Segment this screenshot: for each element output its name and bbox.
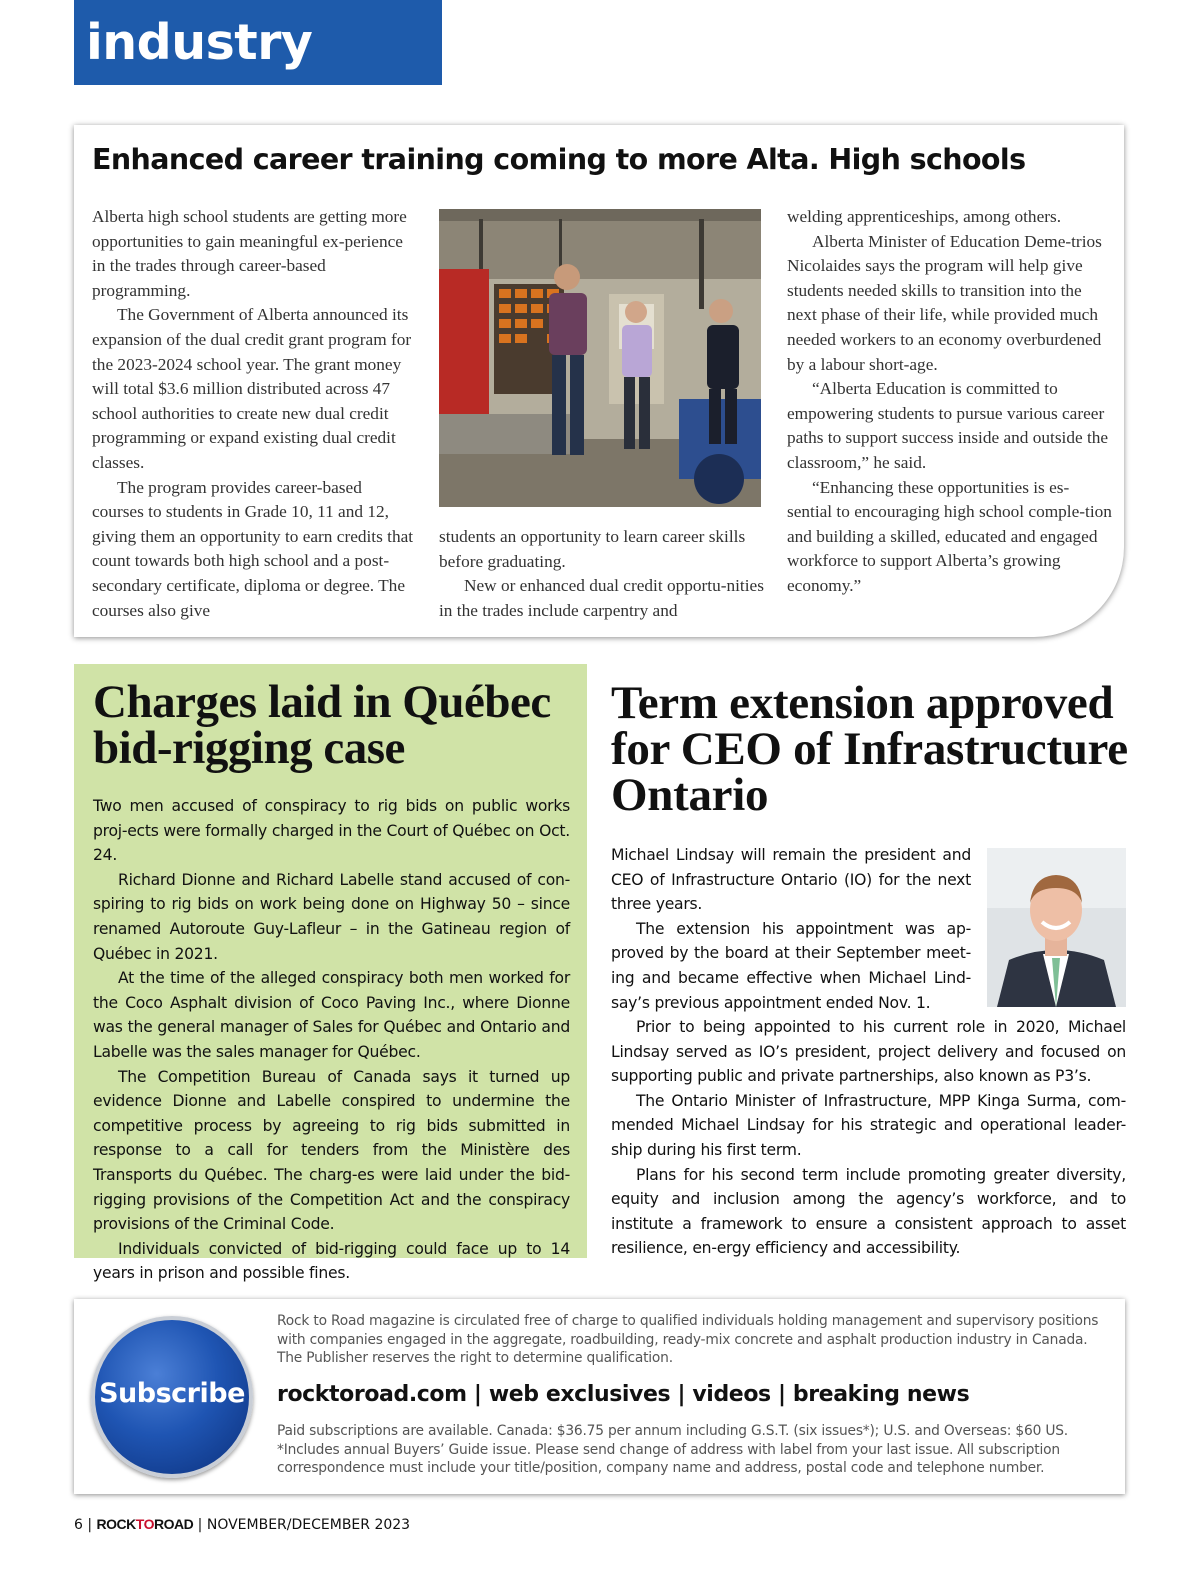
article-box-bid-rigging [74,664,587,1283]
paragraph: “Enhancing these opportunities is es-sential to encouraging high school comple-tion and building a skilled, educated and engaged workforce to support Alberta’s growing economy.” [787,477,1112,595]
article-body-bottom [611,1015,1126,1261]
magazine-logo [97,1516,194,1532]
paragraph: The Ontario Minister of Infrastructure, MPP Kinga Surma, com-mended Michael Lindsay for his strategic and operational leader-ship during his first term. [611,1091,1126,1159]
paragraph: students an opportunity to learn career skills before graduating. [439,527,746,571]
workshop-photo [439,209,761,507]
subscribe-box [74,1299,1125,1494]
paragraph: Michael Lindsay will remain the president and CEO of Infrastructure Ontario (IO) for the next three years. [611,846,971,914]
logo-to: TO [135,1516,154,1532]
portrait-photo [987,848,1126,1007]
article-column-1 [92,205,417,623]
section-tag: industry [74,0,442,85]
paragraph: Prior to being appointed to his current role in 2020, Michael Lindsay served as IO’s president, project delivery and focused on supporting public and private partnerships, also known as P3’s. [611,1018,1126,1086]
paragraph: Plans for his second term include promoting greater diversity, equity and inclusion among the agency’s workforce, and to institute a framework to ensure a consistent approach to asset resilience, en-ergy efficiency and accessibility. [611,1165,1126,1258]
paragraph: The program provides career-based courses to students in Grade 10, 11 and 12, giving them an opportunity to earn credits that count towards both high school and a post-secondary certificate, diploma or degree. The courses also give [92,477,414,620]
paragraph: welding apprenticeships, among others. [787,207,1062,226]
paragraph: The extension his appointment was ap-proved by the board at their September meet-ing and became effective when Michael Lind-say’s previous appointment ended Nov. 1. [611,919,971,1012]
article-title: Charges laid in Québec bid-rigging case [93,676,551,774]
paragraph: “Alberta Education is committed to empowering students to pursue various career paths to support success inside and outside the classroom,” he said. [787,379,1109,472]
article-body [93,794,570,1286]
subscribe-button-label: Subscribe [99,1378,245,1409]
paragraph: Individuals convicted of bid-rigging could face up to 14 years in prison and possible fines. [93,1239,570,1283]
paragraph: The Competition Bureau of Canada says it turned up evidence Dionne and Labelle conspired to undermine the competitive process by agreeing to rig bids submitted in response to a call for tenders from the Ministère des Transports du Québec. The charg-es were laid under the bid-rigging provisions of the Competition Act and the conspiracy provisions of the Criminal Code. [93,1067,570,1234]
footer-divider: | [87,1517,97,1533]
subscribe-button[interactable] [91,1316,253,1478]
paid-subscription-info: Paid subscriptions are available. Canada: $36.75 per annum including G.S.T. (six issues*); U.S. and Overseas: $60 US. *Includes annual Buyers’ Guide issue. Please send change of address with label from your last issue. All subscription correspondence must include your title/position, company name and address, postal code and telephone number. [277,1423,1068,1477]
article-title-term-extension: Term extension approved for CEO of Infrastructure Ontario [611,677,1128,821]
logo-rock: ROCK [96,1516,136,1532]
issue-date: NOVEMBER/DECEMBER 2023 [206,1517,411,1533]
article-card-career-training [74,125,1124,637]
paragraph: Alberta high school students are getting more opportunities to gain meaningful ex-perience in the trades through career-based programming. [92,207,407,300]
article-column-2 [439,525,764,623]
workshop-photo-illustration [439,209,761,507]
article-title: Enhanced career training coming to more Alta. High schools [92,143,1026,176]
circulation-notice: Rock to Road magazine is circulated free of charge to qualified individuals holding management and supervisory positions with companies engaged in the aggregate, roadbuilding, ready-mix concrete and asphalt production industry in Canada. The Publisher reserves the right to determine qualification. [277,1313,1099,1367]
portrait-photo-illustration [987,848,1126,1007]
paragraph: New or enhanced dual credit opportu-nities in the trades include carpentry and [439,576,764,620]
article-body-top [611,843,971,1015]
paragraph: At the time of the alleged conspiracy both men worked for the Coco Asphalt division of Coco Paving Inc., where Dionne was the general manager of Sales for Québec and Ontario and Labelle was the sales manager for Québec. [93,969,570,1061]
paragraph: The Government of Alberta announced its expansion of the dual credit grant program for the 2023-2024 school year. The grant money will total $3.6 million distributed across 47 school authorities to create new dual credit programming or expand existing dual credit classes. [92,305,412,472]
article-column-3 [787,205,1112,599]
paragraph: Two men accused of conspiracy to rig bids on public works proj-ects were formally charged in the Court of Québec on Oct. 24. [93,797,570,865]
paragraph: Alberta Minister of Education Deme-trios Nicolaides says the program will help give students needed skills to transition into the next phase of their life, while provided much needed workers to an economy overburdened by a labour short-age. [787,231,1102,374]
website-links[interactable]: rocktoroad.com | web exclusives | videos | breaking news [277,1382,970,1407]
logo-road: ROAD [153,1516,194,1532]
paragraph: Richard Dionne and Richard Labelle stand accused of con-spiring to rig bids on work being done on Highway 50 – since renamed Autoroute Guy-Lafleur – in the Gatineau region of Québec in 2021. [93,870,570,963]
footer-divider: | [197,1517,207,1533]
page-footer [74,1516,410,1533]
page-number: 6 [74,1517,83,1533]
